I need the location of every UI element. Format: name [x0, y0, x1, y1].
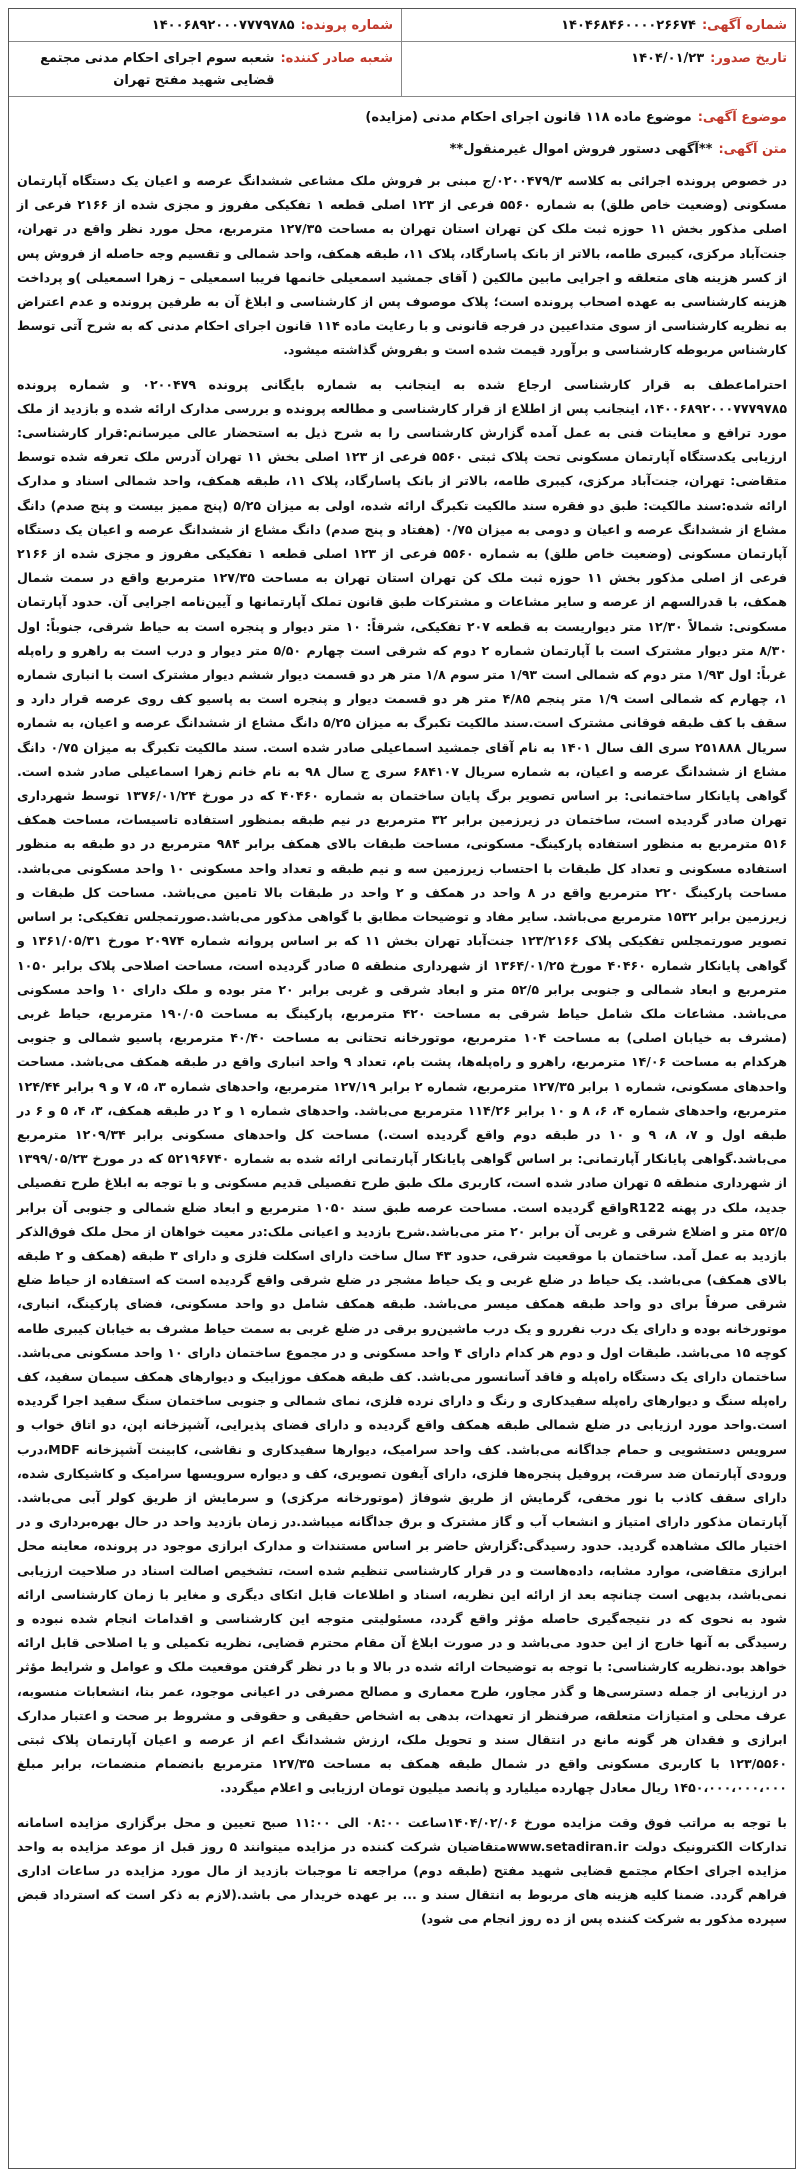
issue-date-label: تاریخ صدور:	[710, 51, 787, 66]
issue-date: ۱۴۰۴/۰۱/۲۳	[631, 51, 705, 66]
issuing-branch: شعبه سوم اجرای احکام مدنی مجتمع قضایی شهید مفتح تهران	[40, 51, 275, 88]
ad-number-label: شماره آگهی:	[701, 18, 787, 33]
issuing-branch-label: شعبه صادر کننده:	[280, 51, 393, 66]
issue-date-cell	[402, 42, 795, 96]
court-notice	[8, 8, 796, 2169]
ad-number-cell	[402, 9, 795, 41]
case-number: ۱۴۰۰۶۸۹۲۰۰۰۷۷۷۹۷۸۵	[151, 18, 295, 33]
header-row-1	[9, 9, 795, 42]
case-number-label: شماره پرونده:	[300, 18, 393, 33]
subject-label: موضوع آگهی:	[697, 110, 787, 125]
text-title-label: متن آگهی:	[718, 142, 787, 157]
issuing-branch-cell	[9, 42, 402, 96]
text-title-value: **آگهی دستور فروش اموال غیرمنقول**	[449, 142, 713, 157]
ad-number: ۱۴۰۴۶۸۴۶۰۰۰۰۲۶۶۷۴	[561, 18, 696, 33]
body-paragraph-2: احتراماعطف به قرار کارشناسی ارجاع شده به اینجانب به شماره بایگانی پرونده ۰۲۰۰۴۷۹ و شماره پرونده ۱۴۰۰۶۸۹۲۰۰۰۷۷۷۹۷۸۵، اینجانب پس از اطلاع از قرار کارشناسی و مطالعه پرونده و بررسی مدارک ارائه شده و بازدید از ملک مورد ترافع و معاینات فنی به عمل آمده گزارش کارشناسی را به شرح ذیل به استحضار عالی میرسانم:قرار کارشناسی: ارزیابی یکدستگاه آپارتمان مسکونی تحت پلاک ثبتی ۵۵۶۰ فرعی از ۱۲۳ اصلی بخش ۱۱ تهران آدرس ملک تعرفه شده توسط متقاضی: تهران، جنت‌آباد مرکزی، کیبری طامه، بالاتر از بانک پاسارگاد، پلاک ۱۱، طبقه همکف، واحد شمالی اسناد و مدارک ارائه شده:سند مالکیت: طبق دو فقره سند مالکیت تکبرگ ارائه شده، اولی به میزان ۵/۲۵ (پنج ممیز بیست و پنج صدم) دانگ مشاع از ششدانگ عرصه و اعیان و دومی به میزان ۰/۷۵ (هفتاد و پنج صدم) دانگ مشاع از ششدانگ عرصه و اعیان یک دستگاه آپارتمان مسکونی (وضعیت خاص طلق) به شماره ۵۵۶۰ فرعی از ۱۲۳ اصلی قطعه ۱ تفکیکی مفروز و مجزی شده از ۲۱۶۶ فرعی از اصلی مذکور بخش ۱۱ حوزه ثبت ملک کن تهران استان تهران به مساحت ۱۲۷/۳۵ مترمربع واقع در سمت شمال همکف، با قدرالسهم از عرصه و سایر مشاعات و مشترکات طبق قانون تملک آپارتمانها و آیین‌نامه اجرایی آن. حدود آپارتمان مسکونی: شمالاً ۱۲/۳۰ متر دیواریست به قطعه ۲۰۷ تفکیکی، شرقاً: ۱۰ متر دیوار و پنجره است به حیاط شرقی، جنوباً: اول ۸/۳۰ متر دیوار مشترک است با آپارتمان شماره ۲ دوم که شرقی است چهارم ۵/۵۰ متر دیوار و درب است به راهرو و راه‌پله غرباً: اول ۱/۹۳ متر دوم که شمالی است ۱/۹۳ متر سوم ۱/۸ متر هر دو قسمت دیوار ششم دیوار مشترک است با انباری شماره ۱، چهارم که شمالی است ۱/۹ متر پنجم ۴/۸۵ متر هر دو قسمت دیوار و پنجره است به پاسیو کف روی عرصه قرار دارد و سقف با کف طبقه فوقانی مشترک است.سند مالکیت تکبرگ به میزان ۵/۲۵ دانگ مشاع از ششدانگ عرصه و اعیان، به شماره سریال ۲۵۱۸۸۸ سری الف سال ۱۴۰۱ به نام آقای جمشید اسماعیلی صادر شده است. سند مالکیت تکبرگ به میزان ۰/۷۵ دانگ مشاع از ششدانگ عرصه و اعیان، به شماره سریال ۶۸۴۱۰۷ سری ج سال ۹۸ به نام خانم زهرا اسماعیلی صادر شده است. گواهی پایانکار ساختمانی: بر اساس تصویر برگ پایان ساختمان به شماره ۴۰۴۶۰ که در مورخ ۱۳۷۶/۰۱/۲۴ توسط شهرداری تهران صادر گردیده است، ساختمان در زیرزمین برابر ۳۲ مترمربع در نیم طبقه بمنظور استفاده تاسیسات، مساحت همکف ۵۱۶ مترمربع به منظور استفاده پارکینگ- مسکونی، مساحت طبقات بالای همکف برابر ۹۸۴ مترمربع در دو طبقه به منظور استفاده مسکونی و تعداد کل طبقات با احتساب زیرزمین سه و نیم طبقه و تعداد واحد مسکونی ۱۰ واحد مسکونی می‌باشد. مساحت پارکینگ ۲۲۰ مترمربع واقع در ۸ واحد در همکف و ۲ واحد در طبقات بالا تامین می‌باشد. مساحت کل طبقات و زیرزمین برابر ۱۵۳۲ مترمربع می‌باشد. سایر مفاد و توضیحات مطابق با گواهی مذکور می‌باشد.صورتمجلس تفکیکی: بر اساس تصویر صورتمجلس تفکیکی پلاک ۱۲۳/۲۱۶۶ جنت‌آباد تهران بخش ۱۱ که بر اساس پروانه شماره ۲۰۹۷۴ مورخ ۱۳۶۱/۰۵/۳۱ و گواهی پایانکار شماره ۴۰۴۶۰ مورخ ۱۳۶۴/۰۱/۲۵ از شهرداری منطقه ۵ صادر گردیده است، مساحت اصلاحی پلاک برابر ۱۰۵۰ مترمربع و ابعاد شمالی و جنوبی برابر ۵۲/۵ متر و ابعاد شرقی و غربی برابر ۲۰ متر بوده و ملک دارای ۱۰ واحد مسکونی می‌باشد. مشاعات ملک شامل حیاط شرقی به مساحت ۴۲۰ مترمربع، پارکینگ به مساحت ۱۹۰/۰۵ مترمربع، حیاط غربی (مشرف به خیابان اصلی) به مساحت ۱۰۴ مترمربع، موتورخانه تحتانی به مساحت ۴۰/۴۰ مترمربع، پاسیو شمالی و جنوبی هرکدام به مساحت ۱۴/۰۶ مترمربع، راهرو و راه‌پله‌ها، پشت بام، تعداد ۹ واحد انباری واقع در طبقه همکف می‌باشد. مساحت واحدهای مسکونی، شماره ۱ برابر ۱۲۷/۳۵ مترمربع، شماره ۲ برابر ۱۲۷/۱۹ مترمربع، واحدهای شماره ۳، ۵، ۷ و ۹ برابر ۱۲۴/۴۴ مترمربع، واحدهای شماره ۴، ۶، ۸ و ۱۰ برابر ۱۱۴/۲۶ مترمربع می‌باشد. واحدهای شماره ۱ و ۲ در طبقه همکف، ۳، ۴، ۵ و ۶ در طبقه اول و ۷، ۸، ۹ و ۱۰ در طبقه دوم واقع گردیده است.) مساحت کل واحدهای مسکونی برابر ۱۲۰۹/۳۴ مترمربع می‌باشد.گواهی پایانکار آپارتمانی: بر اساس گواهی پایانکار آپارتمانی ارائه شده به شماره ۵۲۱۹۶۷۴۰ که در مورخ ۱۳۹۹/۰۵/۲۳ از شهرداری منطقه ۵ تهران صادر شده است، کاربری ملک طبق طرح تفصیلی قدیم مسکونی و با توجه به ابلاغ طرح تفصیلی جدید، ملک در پهنه R122واقع گردیده است. مساحت عرصه طبق سند ۱۰۵۰ مترمربع و ابعاد ضلع شمالی و جنوبی آن برابر ۵۲/۵ متر و اضلاع شرقی و غربی آن برابر ۲۰ متر می‌باشد.شرح بازدید و اعیانی ملک:در معیت خواهان از محل ملک فوق‌الذکر بازدید به عمل آمد. ساختمان با موقعیت شرقی، حدود ۴۳ سال ساخت دارای اسکلت فلزی و دارای ۳ طبقه (همکف و ۲ طبقه بالای همکف) می‌باشد. یک حیاط در ضلع غربی و یک حیاط مشجر در ضلع شرقی واقع گردیده است که استفاده از حیاط ضلع شرقی صرفاً برای دو واحد طبقه همکف میسر می‌باشد. طبقه همکف شامل دو واحد مسکونی، فضای پارکینگ، انباری، موتورخانه بوده و دارای یک درب نفررو و یک درب ماشین‌رو برقی در ضلع غربی به سمت حیاط مشرف به خیابان کیبری طامه کوچه ۱۵ می‌باشد. طبقات اول و دوم هر کدام دارای ۴ واحد مسکونی و در مجموع ساختمان دارای ۱۰ واحد مسکونی می‌باشد. ساختمان دارای یک دستگاه راه‌پله و فاقد آسانسور می‌باشد. کف طبقه همکف موزاییک و دیوارهای همکف سیمان سفید، کف راه‌پله سنگ و دیوارهای راه‌پله سفیدکاری و رنگ و دارای نرده فلزی، نمای شمالی و جنوبی ساختمان سنگ سفید اجرا گردیده است.واحد مورد ارزیابی در ضلع شمالی طبقه همکف واقع گردیده و دارای فضای پذیرایی، آشپزخانه اپن، دو اتاق خواب و سرویس دستشویی و حمام جداگانه می‌باشد. کف واحد سرامیک، دیوارها سفیدکاری و نقاشی، کابینت آشپزخانه MDF،درب ورودی آپارتمان ضد سرقت، پروفیل پنجره‌ها فلزی، دارای آیفون تصویری، کف و دیواره سرویسها سرامیک و کاشیکاری شده، دارای سقف کاذب با نور مخفی، گرمایش از طریق شوفاژ (موتورخانه مرکزی) و سرمایش از طریق کولر آبی می‌باشد. آپارتمان مذکور دارای امتیاز و انشعاب آب و گاز مشترک و برق جداگانه میباشد.در زمان بازدید واحد در حال بهره‌برداری و در اختیار مالک مشاهده گردید. حدود رسیدگی:گزارش حاضر بر اساس مستندات و مدارک ابرازی موجود در پرونده، معاینه محل ابرازی متقاضی، موارد مشابه، داده‌هاست و در قرار کارشناسی تنظیم شده است، تشخیص اصالت اسناد در صلاحیت ارزیابی نمی‌باشد، بدیهی است چنانچه بعد از ارائه این نظریه، اسناد و اطلاعات قابل اتکای دیگری و مغایر با زمان کارشناسی ارائه شود به نحوی که در نتیجه‌گیری حاصله مؤثر واقع گردد، مسئولیتی متوجه این کارشناسی و اقدامات انجام شده نبوده و رسیدگی به آنها خارج از این حدود می‌باشد و در صورت ابلاغ آن مقام محترم قضایی، نظریه تکمیلی و یا اصلاحی قابل ارائه خواهد بود.نظریه کارشناسی: با توجه به توضیحات ارائه شده در بالا و با در نظر گرفتن موقعیت ملک و عوامل و شرایط مؤثر در ارزیابی از جمله دسترسی‌ها و گذر مجاور، طرح معماری و مصالح مصرفی در اعیانی موجود، عمر بنا، انشعابات منسوبه، عرف محلی و امتیازات متعلقه، صرفنظر از تعهدات، بدهی به اشخاص حقیقی و حقوقی و مشروط بر صحت و اعتبار مدارک ابرازی و فقدان هر گونه مانع در انتقال سند و تحویل ملک، ارزش ششدانگ اعم از عرصه و اعیان آپارتمان پلاک ثبتی ۱۲۳/۵۵۶۰ با کاربری مسکونی واقع در شمال طبقه همکف به مساحت ۱۲۷/۳۵ مترمربع بانضمام منضمات، برابر مبلغ ۱۴۵۰،۰۰۰،۰۰۰،۰۰۰ ریال معادل چهارده میلیارد و پانصد میلیون تومان ارزیابی و اعلام میگردد.	[17, 376, 788, 1796]
case-number-cell	[9, 9, 402, 41]
notice-text-title	[9, 131, 795, 165]
subject-value: موضوع ماده ۱۱۸ قانون اجرای احکام مدنی (مزایده)	[365, 110, 692, 125]
notice-subject	[9, 97, 795, 131]
body-paragraph-1: در خصوص پرونده اجرائی به کلاسه ۰۲۰۰۴۷۹/۳/ج مبنی بر فروش ملک مشاعی ششدانگ عرصه و اعیان یک دستگاه آپارتمان مسکونی (وضعیت خاص طلق) به شماره ۵۵۶۰ فرعی از ۱۲۳ اصلی قطعه ۱ تفکیکی مفروز و مجزی شده از ۲۱۶۶ فرعی از اصلی مذکور بخش ۱۱ حوزه ثبت ملک کن تهران استان تهران به مساحت ۱۲۷/۳۵ مترمربع، محل مورد نظر واقع در تهران، جنت‌آباد مرکزی، کیبری طامه، بالاتر از بانک پاسارگاد، پلاک ۱۱، طبقه همکف، واحد شمالی و تقسیم وجه حاصله از فروش پس از کسر هزینه های متعلقه و اجرایی مابین مالکین ( آقای جمشید اسمعیلی خانمها فریبا اسمعیلی – زهرا اسمعیلی )و پرداخت هزینه کارشناسی به عهده اصحاب پرونده است؛ پلاک موصوف پس از کارشناسی و ابلاغ آن به طرفین پرونده و عدم اعتراض به نظریه کارشناسی از سوی متداعیین در فرجه قانونی و با رعایت ماده ۱۱۴ قانون اجرای احکام مدنی که به شرح آتی توسط کارشناس مربوطه کارشناسی و برآورد قیمت شده است و بفروش گذاشته میشود.	[17, 173, 788, 358]
header-row-2	[9, 42, 795, 97]
body-paragraph-3: با توجه به مراتب فوق وقت مزایده مورخ ۱۴۰۴/۰۲/۰۶ساعت ۰۸:۰۰ الی ۱۱:۰۰ صبح تعیین و محل برگزاری مزایده اسامانه تدارکات الکترونیک دولت www.setadiran.irمتقاضیان شرکت کننده در مزایده میتوانند ۵ روز قبل از موعد مزایده به واحد مزایده اجرای احکام مجتمع قضایی شهید مفتح (طبقه دوم) مراجعه تا موجبات بازدید از مال مورد مزایده در ساعات اداری فراهم گردد. ضمنا کلیه هزینه های مربوط به انتقال سند و ... بر عهده خریدار می باشد.(لازم به ذکر است که استرداد قبض سپرده مذکور به شرکت کننده پس از ده روز انجام می شود)	[17, 1814, 787, 1927]
